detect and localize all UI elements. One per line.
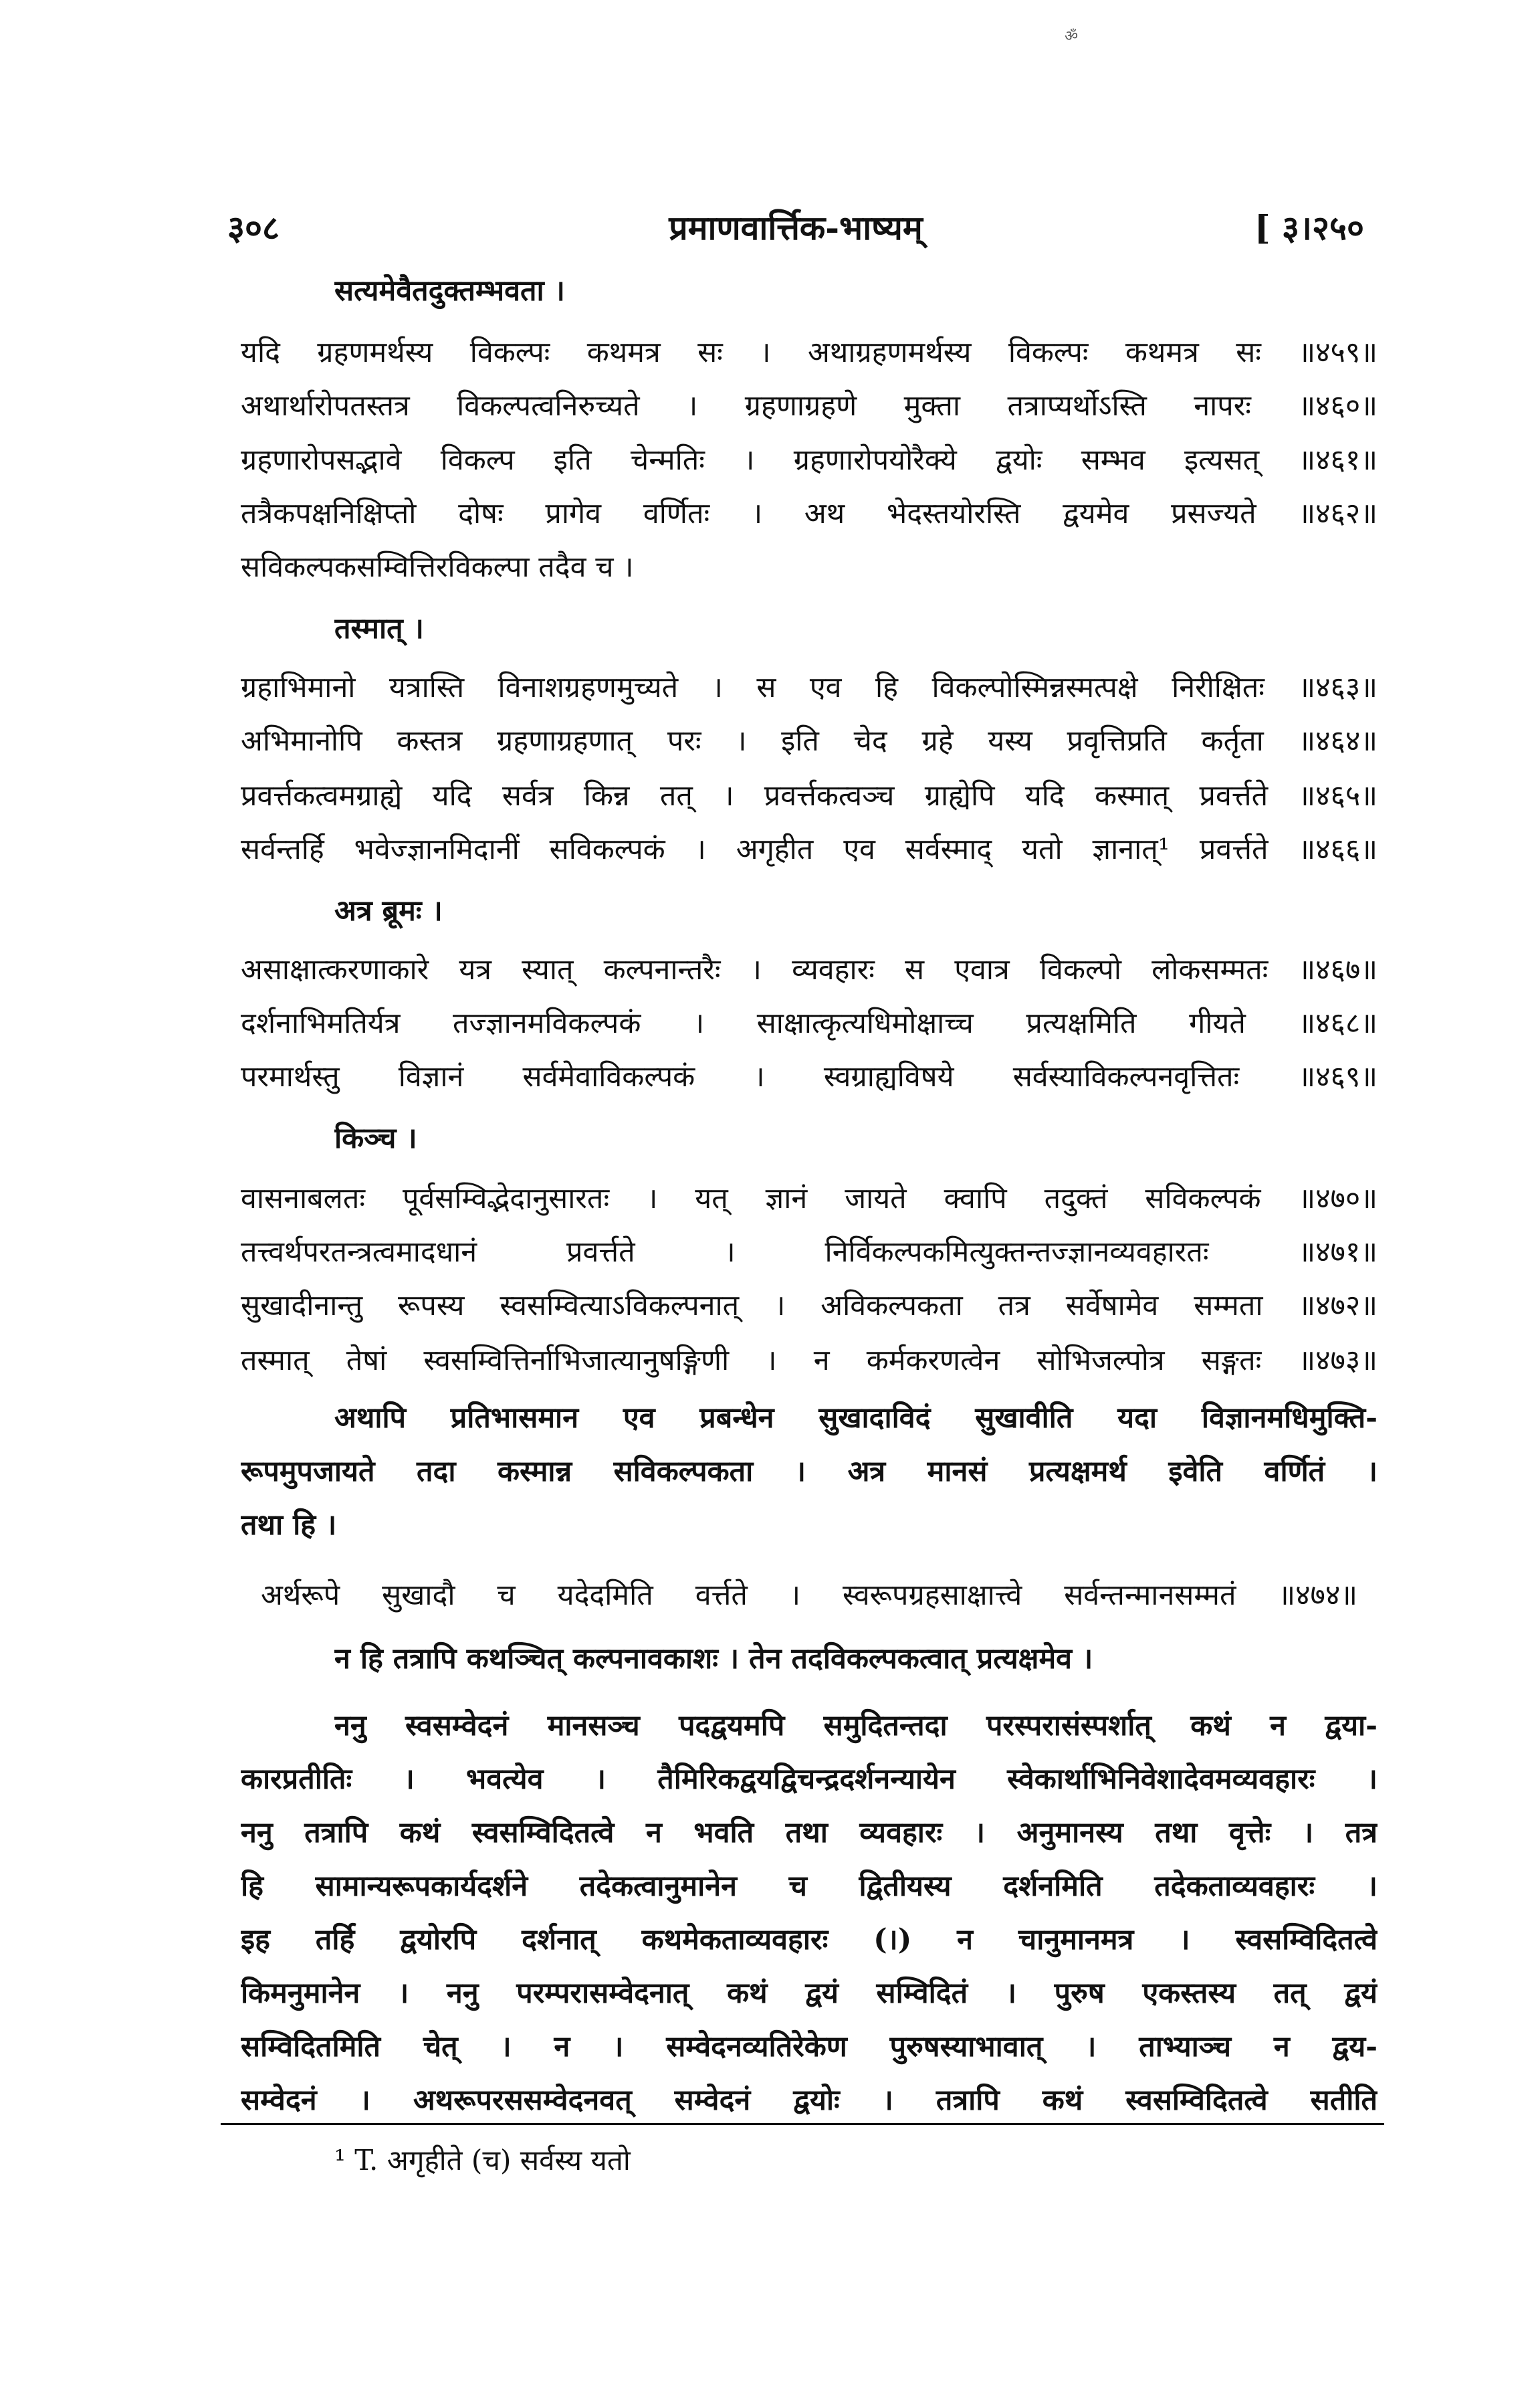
prose-line: सम्विदितमिति चेत् । न । सम्वेदनव्यतिरेकेण पुरुषस्याभावात् । ताभ्याञ्च न द्वय- — [241, 2030, 1378, 2064]
verse-line: तत्त्वर्थपरतन्त्रत्वमादधानं प्रवर्त्तते । निर्विकल्पकमित्युक्तन्तज्ज्ञानव्यवहारतः ॥४७१॥ — [241, 1235, 1378, 1269]
running-header — [227, 204, 1364, 258]
verse-line: तत्रैकपक्षनिक्षिप्तो दोषः प्रागेव वर्णितः । अथ भेदस्तयोरस्ति द्वयमेव प्रसज्यते ॥४६२॥ — [241, 497, 1378, 530]
text-line: तस्मात् । — [334, 612, 424, 645]
verse-line: प्रवर्त्तकत्वमग्राह्ये यदि सर्वत्र किन्न तत् । प्रवर्त्तकत्वञ्च ग्राह्येपि यदि कस्मात् प्रवर्त्तते ॥४६५॥ — [241, 779, 1378, 813]
page-number: ३०८ — [227, 208, 280, 247]
prose-line: कारप्रतीतिः । भवत्येव । तैमिरिकद्वयद्विचन्द्रदर्शनन्यायेन स्वेकार्थाभिनिवेशादेवमव्यवहारः । — [241, 1763, 1378, 1796]
footnote: ¹ T. अगृहीते (च) सर्वस्य यतो — [334, 2144, 631, 2177]
prose-line: अथापि प्रतिभासमान एव प्रबन्धेन सुखादाविदं सुखावीति यदा विज्ञानमधिमुक्ति- — [334, 1401, 1378, 1435]
verse-line: सर्वन्तर्हि भवेज्ज्ञानमिदानीं सविकल्पकं । अगृहीत एव सर्वस्माद् यतो ज्ञानात्¹ प्रवर्त्तते ॥४६६॥ — [241, 833, 1378, 866]
verse-line: दर्शनाभिमतिर्यत्र तज्ज्ञानमविकल्पकं । साक्षात्कृत्यधिमोक्षाच्च प्रत्यक्षमिति गीयते ॥४६८॥ — [241, 1007, 1378, 1040]
prose-line: हि सामान्यरूपकार्यदर्शने तदेकत्वानुमानेन च द्वितीयस्य दर्शनमिति तदेकताव्यवहारः । — [241, 1870, 1378, 1903]
prose-line: न हि तत्रापि कथञ्चित् कल्पनावकाशः । तेन तदविकल्पकत्वात् प्रत्यक्षमेव । — [334, 1642, 1093, 1676]
prose-line: रूपमुपजायते तदा कस्मान्न सविकल्पकता । अत्र मानसं प्रत्यक्षमर्थ इवेति वर्णितं । — [241, 1455, 1378, 1488]
verse-line: यदि ग्रहणमर्थस्य विकल्पः कथमत्र सः । अथाग्रहणमर्थस्य विकल्पः कथमत्र सः ॥४५९॥ — [241, 336, 1378, 369]
verse-line: सुखादीनान्तु रूपस्य स्वसम्वित्याऽविकल्पनात् । अविकल्पकता तत्र सर्वेषामेव सम्मता ॥४७२॥ — [241, 1289, 1378, 1322]
prose-line: इह तर्हि द्वयोरपि दर्शनात् कथमेकताव्यवहारः (।) न चानुमानमत्र । स्वसम्विदितत्वे — [241, 1923, 1378, 1956]
prose-line: किमनुमानेन । ननु परम्परासम्वेदनात् कथं द्वयं सम्विदितं । पुरुष एकस्तस्य तत् द्वयं — [241, 1977, 1378, 2010]
verse-line: ग्रहणारोपसद्भावे विकल्प इति चेन्मतिः । ग्रहणारोपयोरैक्ये द्वयोः सम्भव इत्यसत् ॥४६१॥ — [241, 443, 1378, 477]
verse-line: अर्थरूपे सुखादौ च यदेदमिति वर्त्तते । स्वरूपग्रहसाक्षात्त्वे सर्वन्तन्मानसम्मतं ॥४७४॥ — [261, 1579, 1357, 1612]
verse-line: तस्मात् तेषां स्वसम्वित्तिर्नाभिजात्यानुषङ्गिणी । न कर्मकरणत्वेन सोभिजल्पोत्र सङ्गतः ॥४७३॥ — [241, 1344, 1378, 1377]
verse-line: परमार्थस्तु विज्ञानं सर्वमेवाविकल्पकं । स्वग्राह्यविषये सर्वस्याविकल्पनवृत्तितः ॥४६९॥ — [241, 1060, 1378, 1094]
section-reference: [ ३।२५० — [1254, 208, 1364, 247]
verse-line: सविकल्पकसम्वित्तिरविकल्पा तदैव च । — [241, 550, 634, 584]
prose-line: तथा हि । — [241, 1508, 337, 1542]
prose-line: ननु तत्रापि कथं स्वसम्विदितत्वे न भवति तथा व्यवहारः । अनुमानस्य तथा वृत्तेः । तत्र — [241, 1816, 1378, 1849]
text-line: अत्र ब्रूमः । — [334, 894, 443, 928]
verse-line: असाक्षात्करणाकारे यत्र स्यात् कल्पनान्तरैः । व्यवहारः स एवात्र विकल्पो लोकसम्मतः ॥४६७॥ — [241, 953, 1378, 987]
prose-line: ननु स्वसम्वेदनं मानसञ्च पदद्वयमपि समुदितन्तदा परस्परासंस्पर्शात् कथं न द्वया- — [334, 1709, 1378, 1742]
text-line: सत्यमेवैतदुक्तम्भवता । — [334, 274, 565, 308]
text-line: किञ्च । — [334, 1122, 417, 1155]
footnote-divider — [221, 2123, 1384, 2125]
scan-mark: ॐ — [1065, 28, 1079, 45]
verse-line: वासनाबलतः पूर्वसम्विद्भेदानुसारतः । यत् ज्ञानं जायते क्वापि तदुक्तं सविकल्पकं ॥४७०॥ — [241, 1182, 1378, 1215]
verse-line: अथार्थारोपतस्तत्र विकल्पत्वनिरुच्यते । ग्रहणाग्रहणे मुक्ता तत्राप्यर्थोऽस्ति नापरः ॥४६०॥ — [241, 389, 1378, 423]
running-title: प्रमाणवार्त्तिक-भाष्यम् — [669, 208, 923, 247]
prose-line: सम्वेदनं । अथरूपरससम्वेदनवत् सम्वेदनं द्वयोः । तत्रापि कथं स्वसम्विदितत्वे सतीति — [241, 2084, 1378, 2117]
verse-line: ग्रहाभिमानो यत्रास्ति विनाशग्रहणमुच्यते । स एव हि विकल्पोस्मिन्नस्मत्पक्षे निरीक्षितः ॥४६३॥ — [241, 671, 1378, 704]
verse-line: अभिमानोपि कस्तत्र ग्रहणाग्रहणात् परः । इति चेद ग्रहे यस्य प्रवृत्तिप्रति कर्तृता ॥४६४॥ — [241, 724, 1378, 758]
